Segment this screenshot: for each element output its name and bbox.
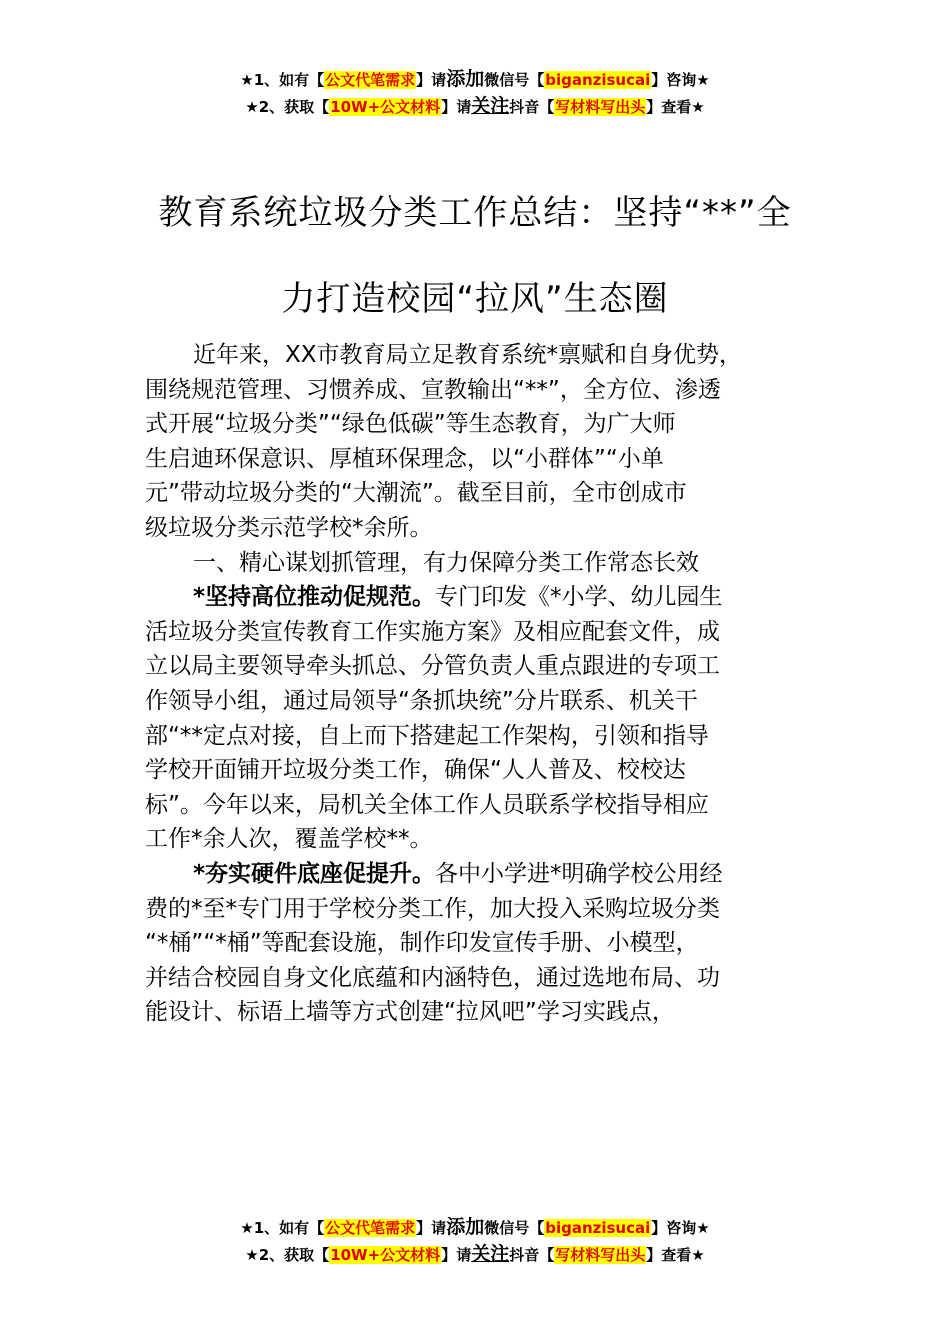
paragraph-management [145, 580, 810, 857]
paragraph-intro [145, 338, 810, 546]
banner-text: 】请 [441, 1246, 472, 1264]
banner-line-2 [0, 93, 950, 120]
text-line: 学校开面铺开垃圾分类工作，确保“人人普及、校校达 [145, 757, 686, 784]
paragraph-lead: *夯实硬件底座促提升。 [193, 860, 436, 887]
text-line: 立以局主要领导牵头抓总、分管负责人重点跟进的专项工 [145, 653, 720, 680]
text-line: 近年来，XX市教育局立足教育系统*禀赋和自身优势， [193, 342, 743, 368]
banner-text: 】咨询★ [651, 71, 710, 89]
banner-text: 抖音【 [509, 1246, 555, 1264]
paragraph-hardware [145, 857, 810, 1030]
text-line: 部“**定点对接，自上而下搭建起工作架构，引领和指导 [145, 722, 709, 749]
header-banner [0, 66, 950, 120]
title-line-2: 力打造校园“拉风”生态圈 [281, 279, 669, 319]
title-line-1: 教育系统垃圾分类工作总结：坚持“**”全 [158, 193, 792, 233]
text-line: 元”带动垃圾分类的“大潮流”。截至目前，全市创成市 [145, 480, 687, 507]
text-line: 能设计、标语上墙等方式创建“拉风吧”学习实践点， [145, 999, 675, 1026]
banner-highlight: 公文代笔需求 [325, 71, 416, 89]
banner-text: ★2、获取【 [245, 1246, 330, 1264]
banner-text: 微信号【 [484, 71, 545, 89]
banner-text: ★2、获取【 [245, 98, 330, 116]
banner-wechat-id: biganzisucai [545, 71, 651, 89]
text-line: 各中小学进*明确学校公用经 [435, 860, 723, 887]
banner-highlight: 公文代笔需求 [325, 1219, 416, 1237]
footer-banner [0, 1214, 950, 1268]
text-line: 工作*余人次，覆盖学校**。 [145, 826, 433, 853]
banner-text: ★1、如有【 [240, 71, 325, 89]
banner-emphasis: 添加 [446, 1216, 485, 1238]
text-line: 并结合校园自身文化底蕴和内涵特色，通过选地布局、功 [145, 964, 720, 991]
banner-text: ★1、如有【 [240, 1219, 325, 1237]
banner-douyin-id: 写材料写出头 [555, 1246, 646, 1264]
text-line: 级垃圾分类示范学校*余所。 [145, 514, 433, 541]
banner-text: 】请 [441, 98, 472, 116]
banner-emphasis: 关注 [471, 1243, 510, 1265]
document-body [145, 338, 810, 1030]
section-heading-1: 一、精心谋划抓管理，有力保障分类工作常态长效 [193, 549, 699, 576]
banner-emphasis: 关注 [471, 95, 510, 117]
text-line: 生启迪环保意识、厚植环保理念，以“小群体”“小单 [145, 445, 664, 472]
text-line: 围绕规范管理、习惯养成、宣教输出“**”，全方位、渗透 [145, 376, 721, 403]
banner-highlight: 10W+公文材料 [330, 1246, 441, 1264]
banner-wechat-id: biganzisucai [545, 1219, 651, 1237]
banner-douyin-id: 写材料写出头 [555, 98, 646, 116]
banner-text: 】咨询★ [651, 1219, 710, 1237]
text-line: 专门印发《*小学、幼儿园生 [435, 584, 723, 611]
banner-text: 】请 [416, 71, 447, 89]
banner-text: 】查看★ [646, 1246, 705, 1264]
banner-highlight: 10W+公文材料 [330, 98, 441, 116]
banner-text: 】请 [416, 1219, 447, 1237]
text-line: 活垃圾分类宣传教育工作实施方案》及相应配套文件，成 [145, 618, 720, 645]
banner-text: 微信号【 [484, 1219, 545, 1237]
text-line: 式开展“垃圾分类”“绿色低碳”等生态教育，为广大师 [145, 411, 676, 438]
banner-text: 】查看★ [646, 98, 705, 116]
paragraph-lead: *坚持高位推动促规范。 [193, 584, 436, 611]
banner-emphasis: 添加 [446, 68, 485, 90]
document-title [145, 170, 805, 342]
banner-line-1 [0, 66, 950, 93]
text-line: 作领导小组，通过局领导“条抓块统”分片联系、机关干 [145, 687, 698, 714]
banner-text: 抖音【 [509, 98, 555, 116]
text-line: “*桶”“*桶”等配套设施，制作印发宣传手册、小模型， [145, 930, 699, 957]
text-line: 费的*至*专门用于学校分类工作，加大投入采购垃圾分类 [145, 895, 720, 922]
text-line: 标”。今年以来，局机关全体工作人员联系学校指导相应 [145, 791, 709, 818]
banner-line-2 [0, 1241, 950, 1268]
banner-line-1 [0, 1214, 950, 1241]
